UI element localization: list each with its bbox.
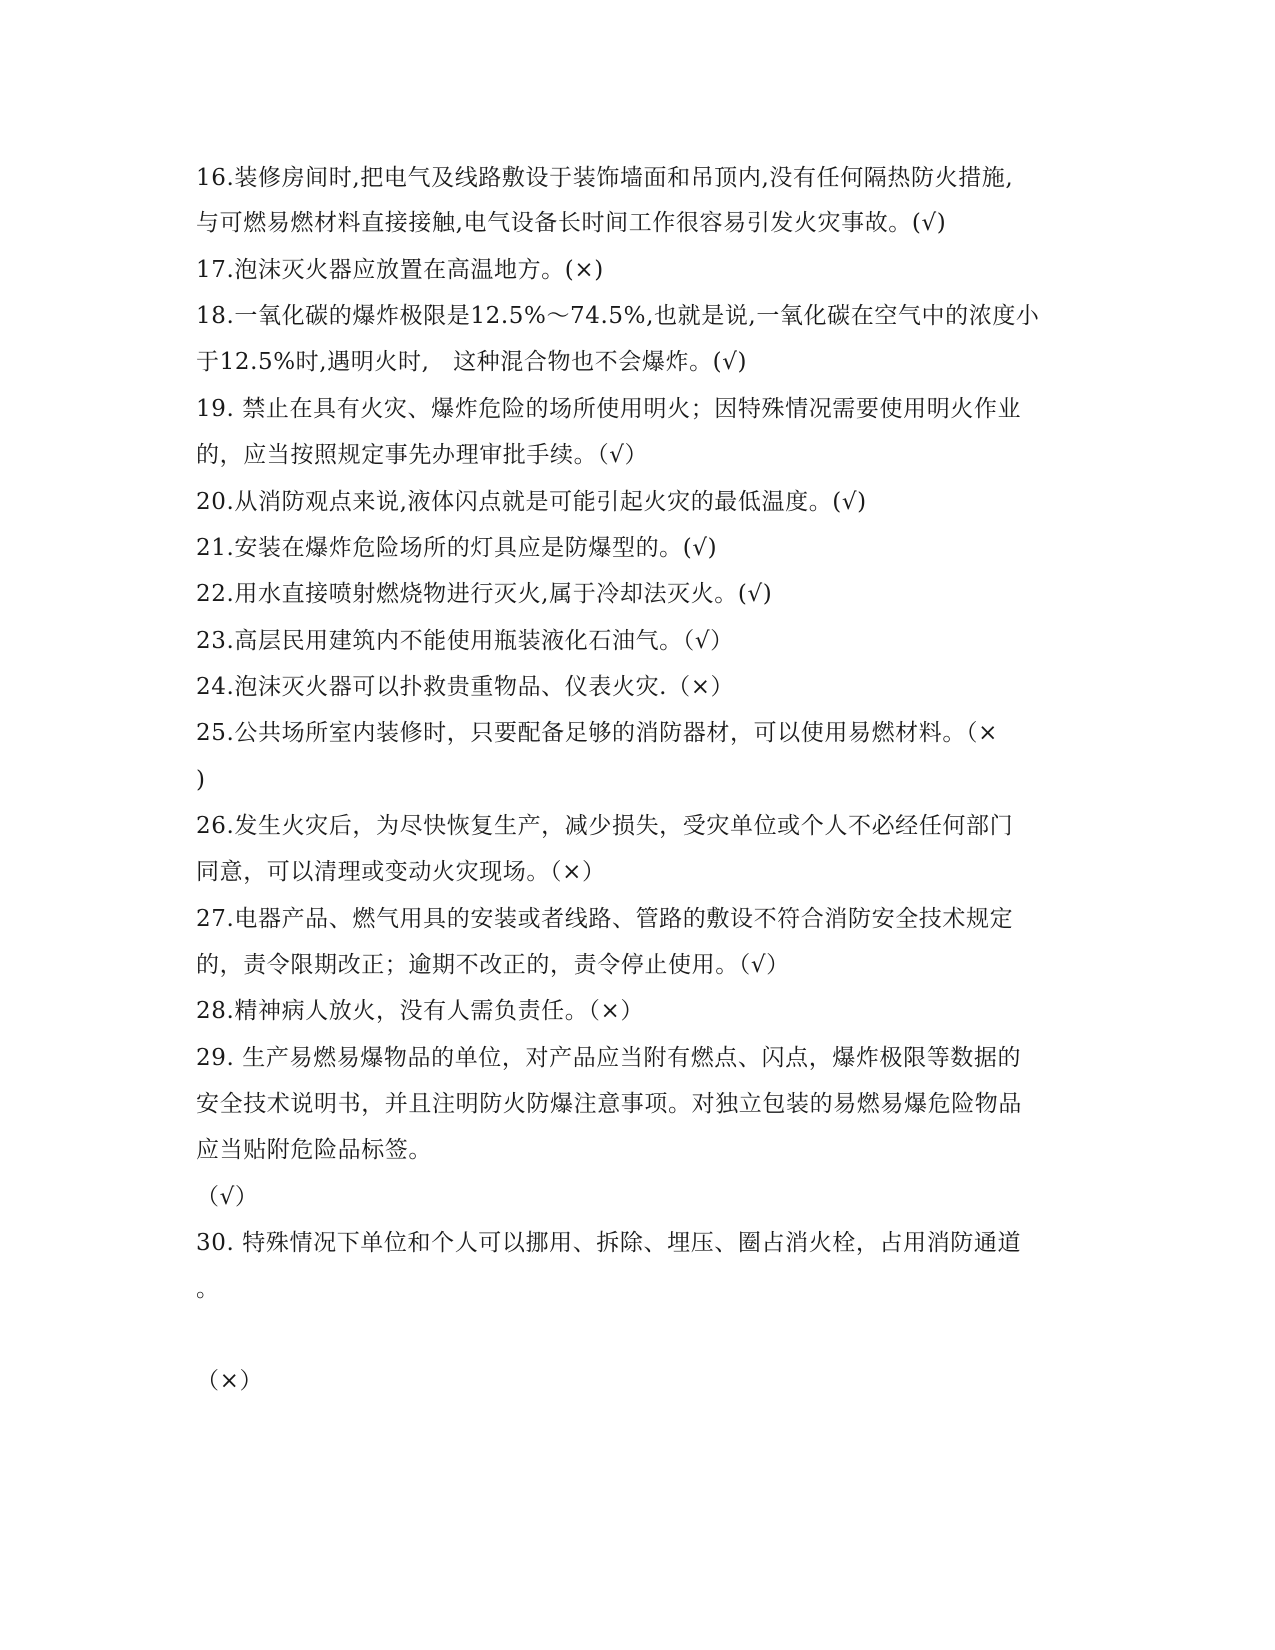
text-line: 应当贴附危险品标签。 bbox=[196, 1137, 432, 1163]
text-line: 22.用水直接喷射燃烧物进行灭火,属于冷却法灭火。(√) bbox=[196, 581, 773, 607]
text-line: 28.精神病人放火，没有人需负责任。（×） bbox=[196, 998, 644, 1024]
text-line: 同意，可以清理或变动火灾现场。（×） bbox=[196, 859, 606, 885]
text-line: 的，应当按照规定事先办理审批手续。（√） bbox=[196, 442, 649, 468]
text-line: 23.高层民用建筑内不能使用瓶装液化石油气。（√） bbox=[196, 628, 734, 654]
text-line: 与可燃易燃材料直接接触,电气设备长时间工作很容易引发火灾事故。(√) bbox=[196, 210, 947, 236]
text-line: 24.泡沫灭火器可以扑救贵重物品、仪表火灾.（×） bbox=[196, 674, 735, 700]
text-line: 25.公共场所室内装修时，只要配备足够的消防器材，可以使用易燃材料。（× bbox=[196, 720, 998, 746]
text-line: 30. 特殊情况下单位和个人可以挪用、拆除、埋压、圈占消火栓，占用消防通道 bbox=[196, 1230, 1022, 1256]
text-line: 18.一氧化碳的爆炸极限是12.5%～74.5%,也就是说,一氧化碳在空气中的浓度小 bbox=[196, 303, 1040, 329]
text-line: 。 bbox=[196, 1276, 220, 1302]
text-line: 的，责令限期改正；逾期不改正的，责令停止使用。（√） bbox=[196, 952, 790, 978]
text-line: （√） bbox=[196, 1184, 259, 1210]
text-line: 19. 禁止在具有火灾、爆炸危险的场所使用明火；因特殊情况需要使用明火作业 bbox=[196, 396, 1022, 422]
text-line: 16.装修房间时,把电气及线路敷设于装饰墙面和吊顶内,没有任何隔热防火措施, bbox=[196, 165, 1014, 191]
text-line: 于12.5%时,遇明火时, 这种混合物也不会爆炸。(√) bbox=[196, 349, 748, 375]
text-line: （×） bbox=[196, 1368, 264, 1394]
text-line: 安全技术说明书，并且注明防火防爆注意事项。对独立包装的易燃易爆危险物品 bbox=[196, 1091, 1022, 1117]
text-line: 27.电器产品、燃气用具的安装或者线路、管路的敷设不符合消防安全技术规定 bbox=[196, 906, 1014, 932]
text-line: 29. 生产易燃易爆物品的单位，对产品应当附有燃点、闪点，爆炸极限等数据的 bbox=[196, 1045, 1022, 1071]
text-line: ) bbox=[196, 767, 206, 793]
text-line: 21.安装在爆炸危险场所的灯具应是防爆型的。(√) bbox=[196, 535, 718, 561]
text-line: 20.从消防观点来说,液体闪点就是可能引起火灾的最低温度。(√) bbox=[196, 489, 867, 515]
text-line: 26.发生火灾后，为尽快恢复生产，减少损失，受灾单位或个人不必经任何部门 bbox=[196, 813, 1014, 839]
text-line: 17.泡沫灭火器应放置在高温地方。(×) bbox=[196, 257, 604, 283]
